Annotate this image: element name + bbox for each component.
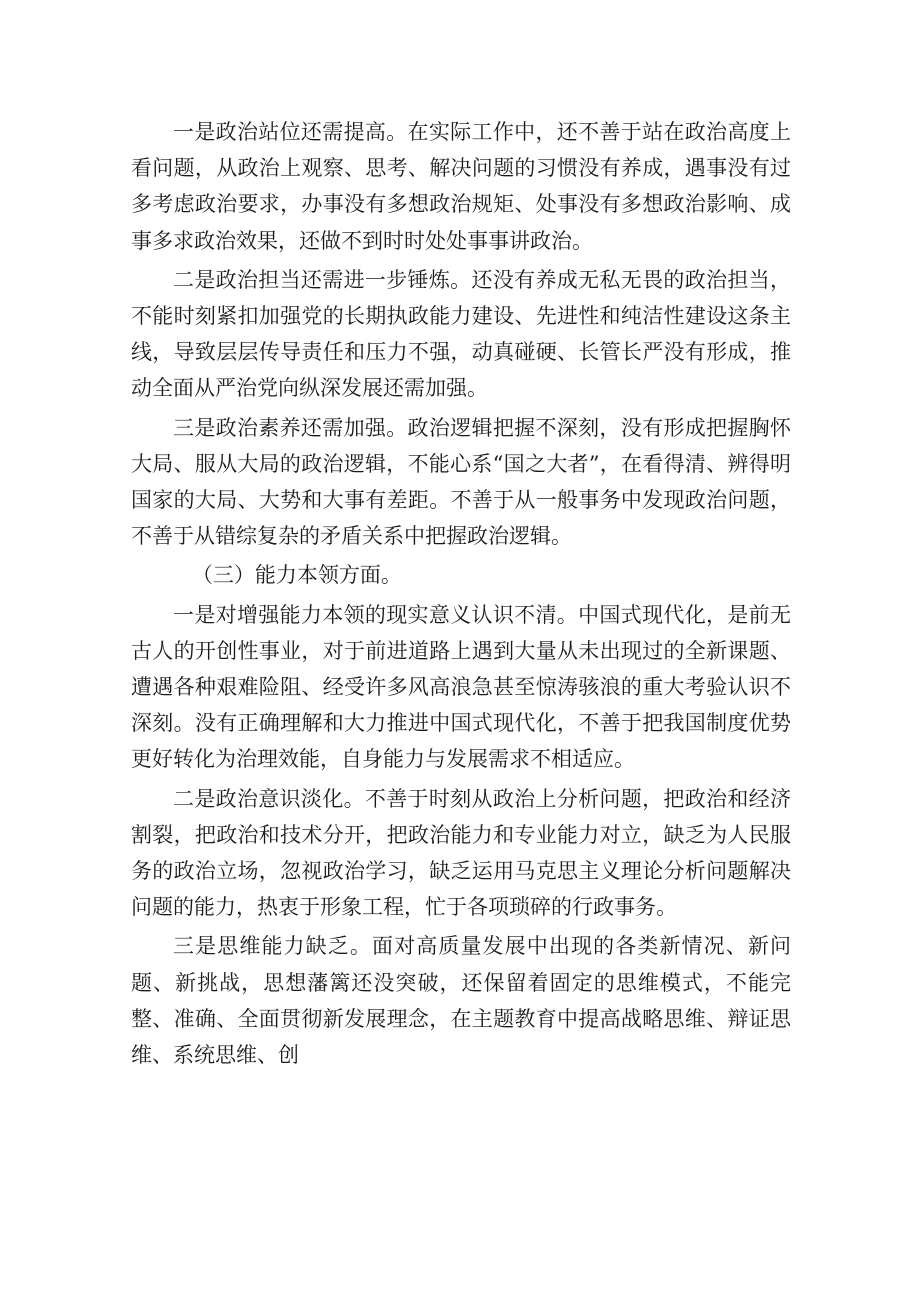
section-heading-ability: （三）能力本领方面。 xyxy=(191,563,402,588)
paragraph-thinking-ability: 三是思维能力缺乏。面对高质量发展中出现的各类新情况、新问题、新挑战，思想藩篱还没突破，还保留着固定的思维模式，不能完整、准确、全面贯彻新发展理念，在主题教育中提高战略思维、辩证思维、系统思维、创 xyxy=(131,934,791,1068)
paragraph-political-responsibility: 二是政治担当还需进一步锤炼。还没有养成无私无畏的政治担当，不能时刻紧扣加强党的长期执政能力建设、先进性和纯洁性建设这条主线，导致层层传导责任和压力不强，动真碰硬、长管长严没有形成，推动全面从严治党向纵深发展还需加强。 xyxy=(131,267,791,401)
paragraph-political-standing: 一是政治站位还需提高。在实际工作中，还不善于站在政治高度上看问题，从政治上观察、思考、解决问题的习惯没有养成，遇事没有过多考虑政治要求，办事没有多想政治规矩、处事没有多想政治影响、成事多求政治效果，还做不到时时处处事事讲政治。 xyxy=(131,120,791,253)
paragraph-political-awareness: 二是政治意识淡化。不善于时刻从政治上分析问题，把政治和经济割裂，把政治和技术分开，把政治能力和专业能力对立，缺乏为人民服务的政治立场，忽视政治学习，缺乏运用马克思主义理论分析问题解决问题的能力，热衷于形象工程，忙于各项琐碎的行政事务。 xyxy=(131,786,791,920)
paragraph-ability-awareness: 一是对增强能力本领的现实意义认识不清。中国式现代化，是前无古人的开创性事业，对于前进道路上遇到大量从未出现过的全新课题、遭遇各种艰难险阻、经受许多风高浪急甚至惊涛骇浪的重大考验认识不深刻。没有正确理解和大力推进中国式现代化，不善于把我国制度优势更好转化为治理效能，自身能力与发展需求不相适应。 xyxy=(131,602,791,772)
paragraph-political-literacy: 三是政治素养还需加强。政治逻辑把握不深刻，没有形成把握胸怀大局、服从大局的政治逻辑，不能心系“国之大者”，在看得清、辨得明国家的大局、大势和大事有差距。不善于从一般事务中发现政治问题，不善于从错综复杂的矛盾关系中把握政治逻辑。 xyxy=(131,415,791,549)
document-body xyxy=(131,114,791,1076)
